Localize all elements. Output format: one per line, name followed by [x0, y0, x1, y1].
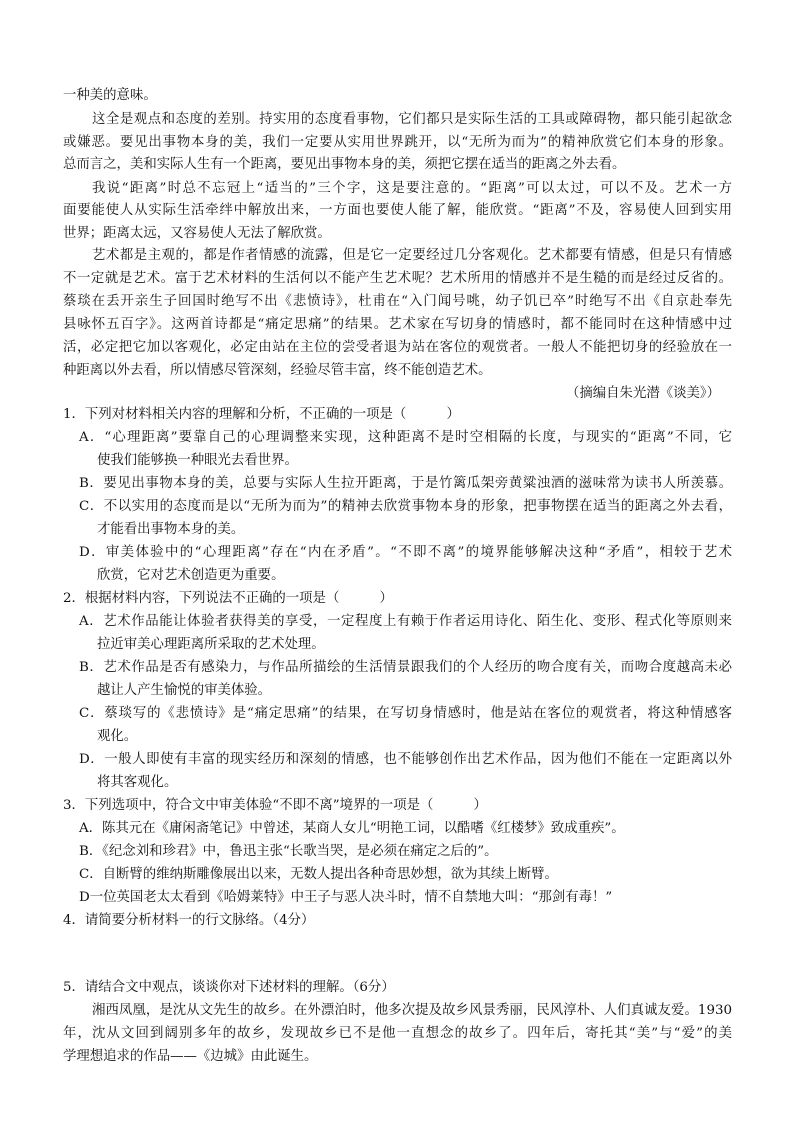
passage-line: 艺术都是主观的，都是作者情感的流露，但是它一定要经过几分客观化。艺术都要有情感，但是只有情感	[92, 248, 732, 263]
option-a-cont: 拉近审美心理距离所采取的艺术处理。	[97, 637, 325, 652]
passage-line: 一种美的意味。	[63, 88, 157, 103]
passage-line: 蔡琰在丢开亲生子回国时绝写不出《悲愤诗》，杜甫在“入门闻号咷，幼子饥已卒”时绝写不出《自京赴奉先	[63, 294, 732, 309]
option-b: B．艺术作品是否有感染力，与作品所描绘的生活情景跟我们的个人经历的吻合度有关，而吻合度越高未必	[79, 660, 732, 675]
question-stem: 4．请简要分析材料一的行文脉络。（4分）	[63, 913, 315, 928]
passage-line: 总而言之，美和实际人生有一个距离，要见出事物本身的美，须把它摆在适当的距离之外去看。	[63, 157, 626, 172]
option-d-cont: 将其客观化。	[97, 775, 178, 790]
material-line: 湘西凤凰，是沈从文先生的故乡。在外漂泊时，他多次提及故乡风景秀丽，民风淳朴、人们真诚友爱。1930	[92, 1003, 732, 1018]
passage-line: 或嫌恶。要见出事物本身的美，我们一定要从实用世界跳开，以“无所为而为”的精神欣赏它们本身的形象。	[63, 135, 732, 150]
passage-line: 这全是观点和态度的差别。持实用的态度看事物，它们都只是实际生活的工具或障碍物，都只能引起欲念	[92, 112, 732, 127]
passage-source: （摘编自朱光潜《谈美》）	[566, 386, 720, 401]
option-b: B．要见出事物本身的美，总要与实际人生拉开距离，于是竹篱瓜架旁黄粱浊酒的滋味常为读书人所羡慕。	[79, 476, 732, 491]
option-b-cont: 越让人产生愉悦的审美体验。	[97, 683, 272, 698]
question-stem: 5．请结合文中观点，谈谈你对下述材料的理解。（6分）	[63, 980, 395, 995]
question-stem: 3．下列选项中，符合文中审美体验“不即不离”境界的一项是（ ）	[63, 798, 487, 813]
question-stem: 1．下列对材料相关内容的理解和分析，不正确的一项是（ ）	[63, 407, 460, 422]
option-d: D一位英国老太太看到《哈姆莱特》中王子与恶人决斗时，情不自禁地大叫：“那剑有毒！”	[79, 890, 613, 905]
option-c: C．蔡琰写的《悲愤诗》是“痛定思痛”的结果，在写切身情感时，他是站在客位的观赏者，将这种情感客	[79, 706, 732, 721]
option-a: A．艺术作品能让体验者获得美的享受，一定程度上有赖于作者运用诗化、陌生化、变形、程式化等原则来	[79, 614, 732, 629]
option-c: C．自断臂的维纳斯雕像展出以来，无数人提出各种奇思妙想，欲为其续上断臂。	[79, 867, 558, 882]
option-c: C．不以实用的态度而是以“无所为而为”的精神去欣赏事物本身的形象，把事物摆在适当的距离之外去看，	[79, 499, 732, 514]
option-d-cont: 欣赏，它对艺术创造更为重要。	[97, 568, 285, 583]
passage-line: 面要能使人从实际生活牵绊中解放出来，一方面也要使人能了解，能欣赏。“距离”不及，容易使人回到实用	[63, 203, 732, 218]
option-c-cont: 观化。	[97, 729, 138, 744]
option-d: D．一般人即使有丰富的现实经历和深刻的情感，也不能够创作出艺术作品，因为他们不能在一定距离以外	[79, 752, 732, 767]
option-b: B．《纪念刘和珍君》中，鲁迅主张“长歌当哭，是必须在痛定之后的”。	[79, 844, 498, 859]
option-a-cont: 使我们能够换一种眼光去看世界。	[97, 453, 298, 468]
passage-line: 活，必定把它加以客观化，必定由站在主位的尝受者退为站在客位的观赏者。一般人不能把切身的经验放在一	[63, 340, 732, 355]
option-a: A．“心理距离”要靠自己的心理调整来实现，这种距离不是时空相隔的长度，与现实的“距离”不同，它	[79, 430, 732, 445]
passage-line: 我说“距离”时总不忘冠上“适当的”三个字，这是要注意的。“距离”可以太过，可以不及。艺术一方	[92, 181, 732, 196]
option-c-cont: 才能看出事物本身的美。	[97, 522, 245, 537]
option-a: A．陈其元在《庸闲斋笔记》中曾述，某商人女儿“明艳工词，以酷嗜《红楼梦》致成重疾”。	[79, 821, 625, 836]
material-line: 年，沈从文回到阔别多年的故乡，发现故乡已不是他一直想念的故乡了。四年后，寄托其“美”与“爱”的美	[63, 1026, 732, 1041]
option-d: D．审美体验中的“心理距离”存在“内在矛盾”。“不即不离”的境界能够解决这种“矛盾”，相较于艺术	[79, 545, 732, 560]
passage-line: 世界；距离太远，又容易使人无法了解欣赏。	[63, 226, 331, 241]
passage-line: 种距离以外去看，所以情感尽管深刻，经验尽管丰富，终不能创造艺术。	[63, 363, 492, 378]
question-stem: 2．根据材料内容，下列说法不正确的一项是（ ）	[63, 591, 393, 606]
material-line: 学理想追求的作品——《边城》由此诞生。	[63, 1049, 318, 1064]
passage-line: 不一定就是艺术。富于艺术材料的生活何以不能产生艺术呢？艺术所用的情感并不是生糙的而是经过反省的。	[63, 271, 732, 286]
passage-line: 县咏怀五百字》。这两首诗都是“痛定思痛”的结果。艺术家在写切身的情感时，都不能同时在这种情感中过	[63, 317, 732, 332]
